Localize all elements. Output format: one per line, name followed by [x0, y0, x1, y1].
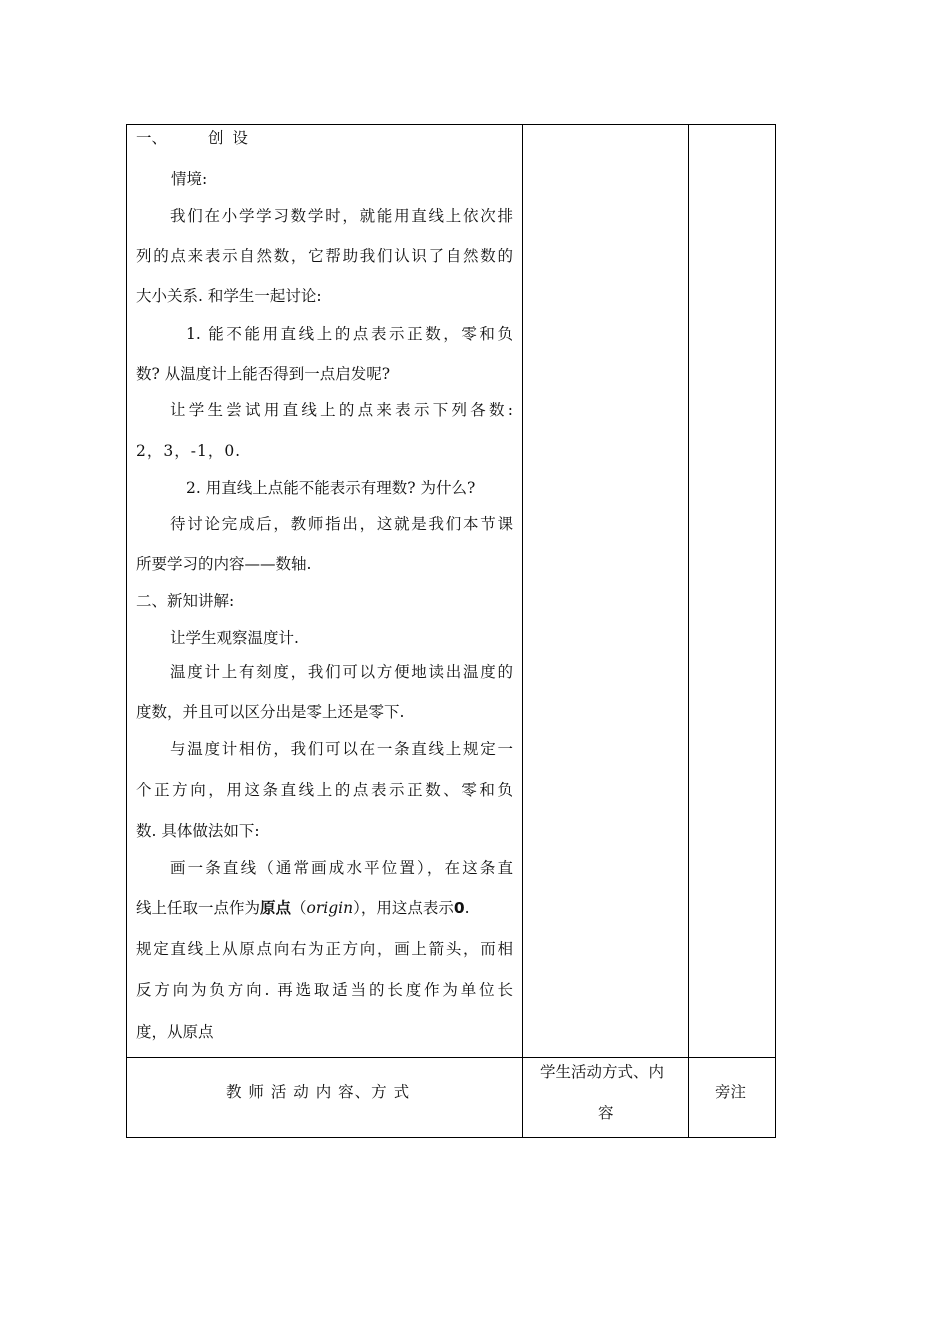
origin-definition-line: [136, 898, 470, 918]
paragraph-line: 反方向为负方向. 再选取适当的长度作为单位长: [136, 981, 513, 999]
paragraph-line: 列的点来表示自然数，它帮助我们认识了自然数的: [136, 247, 513, 265]
paragraph-line: 规定直线上从原点向右为正方向，画上箭头，而相: [136, 940, 513, 958]
period: .: [464, 899, 470, 917]
student-activity-header-line2: 容: [598, 1104, 614, 1122]
paragraph-line: 我们在小学学习数学时，就能用直线上依次排: [170, 207, 513, 225]
question-2-line: 2. 用直线上点能不能表示有理数? 为什么?: [186, 479, 476, 497]
table-border-right: [775, 124, 776, 1138]
section-number-1: 一、: [136, 129, 168, 147]
paren-open: （: [291, 899, 307, 917]
teacher-activity-header: 教 师 活 动 内 容、方 式: [226, 1083, 411, 1101]
term-origin-english: origin: [306, 899, 354, 917]
column-divider-2: [688, 124, 689, 1138]
paragraph-text: ），用这点表示: [353, 899, 454, 917]
section-heading-new-knowledge: 二、新知讲解:: [136, 592, 235, 610]
paragraph-line: 温度计上有刻度，我们可以方便地读出温度的: [170, 663, 513, 681]
paragraph-line: 与温度计相仿，我们可以在一条直线上规定一: [170, 740, 513, 758]
paragraph-line: 度，从原点: [136, 1023, 214, 1041]
paragraph-line: 所要学习的内容——数轴.: [136, 555, 312, 573]
paragraph-line: 度数，并且可以区分出是零上还是零下.: [136, 703, 405, 721]
notes-header: 旁注: [715, 1083, 747, 1101]
paragraph-line: 让学生尝试用直线上的点来表示下列各数:: [170, 401, 513, 419]
column-divider-1: [522, 124, 523, 1138]
lesson-plan-table: [126, 124, 776, 1138]
paragraph-line: 画一条直线（通常画成水平位置），在这条直: [170, 859, 513, 877]
paragraph-line: 大小关系. 和学生一起讨论:: [136, 287, 322, 305]
zero-value: 0: [453, 899, 465, 917]
term-origin: 原点: [260, 899, 292, 917]
situation-label: 情境:: [171, 170, 208, 188]
number-list: 2，3，-1，0.: [136, 442, 242, 460]
paragraph-line: 数. 具体做法如下:: [136, 822, 260, 840]
section-heading-create: 创 设: [208, 129, 250, 147]
question-1-line: 数? 从温度计上能否得到一点启发呢?: [136, 365, 391, 383]
paragraph-line: 待讨论完成后，教师指出，这就是我们本节课: [170, 515, 513, 533]
paragraph-line: 让学生观察温度计.: [170, 629, 299, 647]
question-1-line: 1. 能不能用直线上的点表示正数，零和负: [186, 325, 513, 343]
teacher-activity-cell: [126, 124, 522, 1057]
student-activity-header-line1: 学生活动方式、内: [540, 1063, 665, 1081]
paragraph-text: 线上任取一点作为: [136, 899, 261, 917]
row-divider: [126, 1057, 776, 1058]
table-border-bottom: [126, 1137, 776, 1138]
paragraph-line: 个正方向，用这条直线上的点表示正数、零和负: [136, 781, 513, 799]
